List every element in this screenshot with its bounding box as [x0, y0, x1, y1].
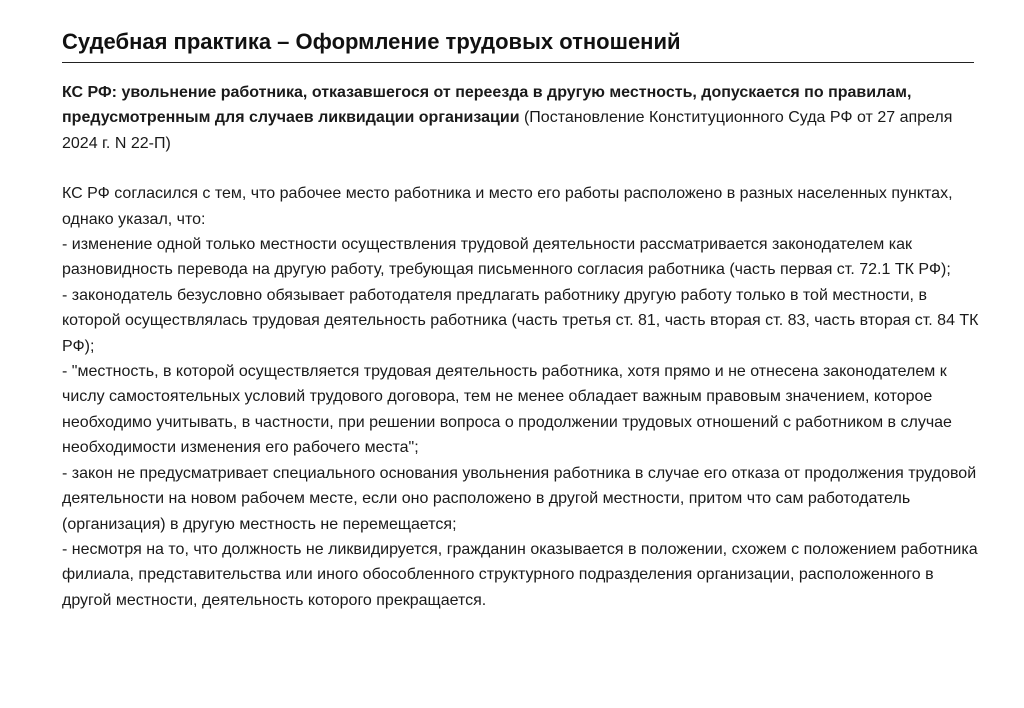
page-title: Судебная практика – Оформление трудовых отношений [62, 22, 974, 63]
document-body [62, 80, 982, 613]
list-item: - "местность, в которой осуществляется трудовая деятельность работника, хотя прямо и не отнесена законодателем к числу самостоятельных условий трудового договора, тем не менее обладает важным правовым значением, которое необходимо учитывать, в частности, при решении вопроса о продолжении трудовых отношений с работником в случае необходимости изменения его рабочего места"; [62, 363, 952, 457]
lead-heading: КС РФ: увольнение работника, отказавшегося от переезда в другую местность, допускается по правилам, предусмотренным для случаев ликвидации организации [62, 84, 912, 127]
lead-paragraph [62, 80, 982, 156]
list-item: - закон не предусматривает специального основания увольнения работника в случае его отказа от продолжения трудовой деятельности на новом рабочем месте, если оно расположено в другой местности, притом что сам работодатель (организация) в другую местность не перемещается; [62, 464, 977, 533]
list-item: - законодатель безусловно обязывает работодателя предлагать работнику другую работу только в той местности, в которой осуществлялась трудовая деятельность работника (часть третья ст. 81, часть вторая ст. 83, часть вторая ст. 84 ТК РФ); [62, 286, 979, 355]
intro-paragraph: КС РФ согласился с тем, что рабочее место работника и место его работы расположено в разных населенных пунктах, однако указал, что: [62, 185, 953, 228]
list-item: - изменение одной только местности осуществления трудовой деятельности рассматривается законодателем как разновидность перевода на другую работу, требующая письменного согласия работника (часть первая ст. 72.1 ТК РФ); [62, 236, 951, 279]
list-item: - несмотря на то, что должность не ликвидируется, гражданин оказывается в положении, схожем с положением работника филиала, представительства или иного обособленного структурного подразделения организации, расположенного в другой местности, деятельность которого прекращается. [62, 540, 978, 609]
lead-source: (Постановление Конституционного Суда РФ от 27 апреля 2024 г. N 22-П) [62, 109, 953, 152]
